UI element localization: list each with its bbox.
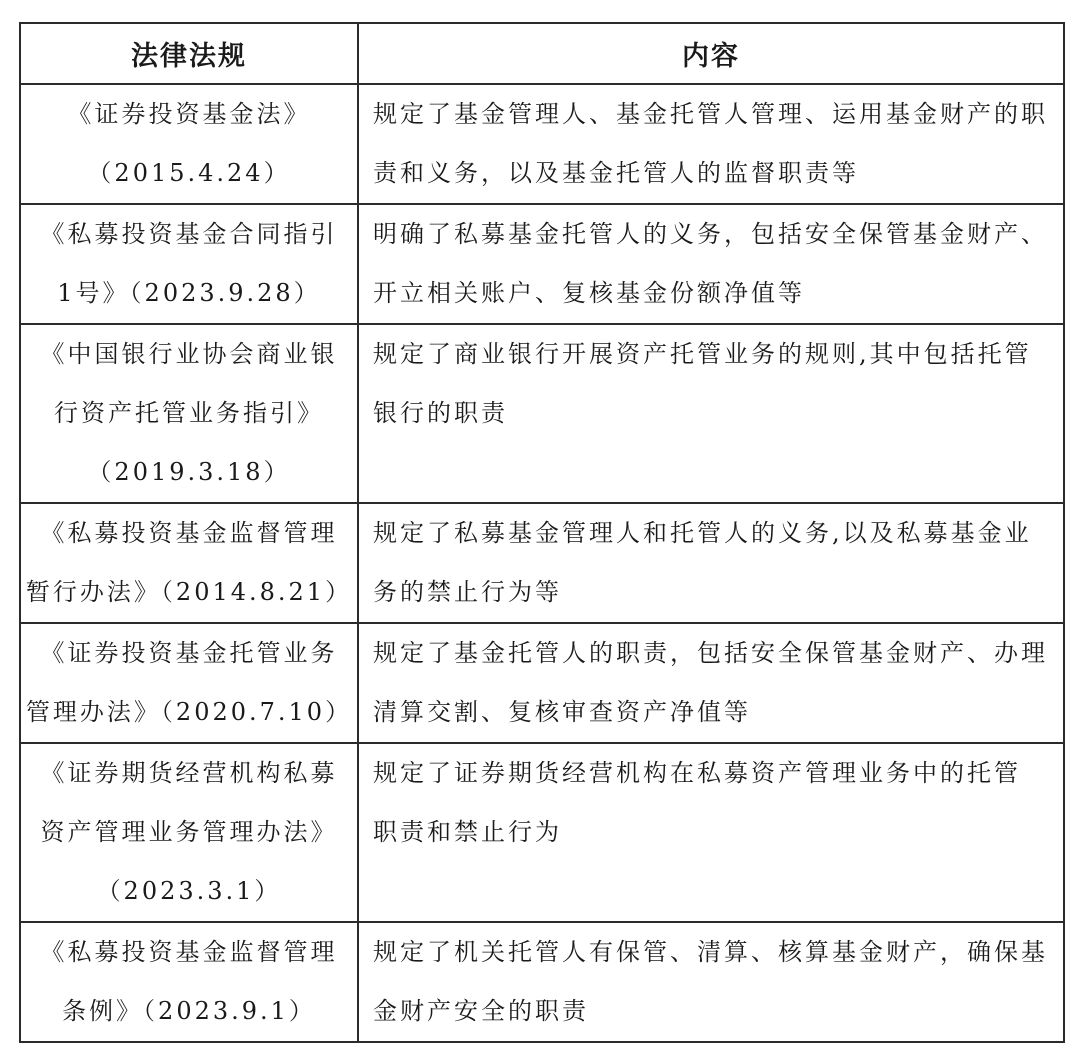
content-line: 规定了私募基金管理人和托管人的义务,以及私募基金业 — [373, 519, 1032, 547]
table-row — [20, 623, 1064, 743]
table-header-row — [20, 23, 1064, 84]
law-name-line: 《私募投资基金监督管理 — [40, 938, 338, 966]
law-cell — [20, 84, 358, 204]
law-name-line: 《中国银行业协会商业银 — [40, 340, 338, 368]
law-name-line: 《证券期货经营机构私募 — [40, 759, 338, 787]
law-name-line: 行资产托管业务指引》 — [54, 399, 324, 427]
table-row — [20, 84, 1064, 204]
law-name-line: 《证券投资基金法》 — [67, 100, 311, 128]
law-name-line: 《私募投资基金监督管理 — [40, 519, 338, 547]
law-cell — [20, 743, 358, 922]
content-line: 规定了机关托管人有保管、清算、核算基金财产，确保基 — [373, 938, 1048, 966]
content-line: 金财产安全的职责 — [373, 997, 589, 1025]
content-line: 明确了私募基金托管人的义务，包括安全保管基金财产、 — [373, 220, 1048, 248]
content-line: 开立相关账户、复核基金份额净值等 — [373, 279, 805, 307]
content-cell — [358, 922, 1064, 1042]
content-cell — [358, 743, 1064, 922]
law-cell — [20, 922, 358, 1042]
law-cell — [20, 623, 358, 743]
content-cell — [358, 623, 1064, 743]
content-line: 责和义务，以及基金托管人的监督职责等 — [373, 159, 859, 187]
content-cell — [358, 324, 1064, 503]
content-line: 务的禁止行为等 — [373, 578, 562, 606]
content-line: 职责和禁止行为 — [373, 818, 562, 846]
law-name-line: 资产管理业务管理办法》 — [40, 818, 338, 846]
law-date-line: 暂行办法》（2014.8.21） — [25, 578, 353, 606]
content-line: 清算交割、复核审查资产净值等 — [373, 698, 751, 726]
content-line: 规定了商业银行开展资产托管业务的规则,其中包括托管 — [373, 340, 1032, 368]
content-cell — [358, 84, 1064, 204]
law-date-line: 1号》（2023.9.28） — [57, 279, 321, 307]
content-line: 规定了基金托管人的职责，包括安全保管基金财产、办理 — [373, 639, 1048, 667]
law-date-line: （2023.3.1） — [96, 877, 282, 905]
table-row — [20, 922, 1064, 1042]
header-law: 法律法规 — [20, 23, 358, 84]
header-content: 内容 — [358, 23, 1064, 84]
regulations-table — [19, 22, 1065, 1043]
content-line: 规定了基金管理人、基金托管人管理、运用基金财产的职 — [373, 100, 1048, 128]
table-row — [20, 743, 1064, 922]
law-date-line: 条例》（2023.9.1） — [62, 997, 316, 1025]
content-cell — [358, 204, 1064, 324]
law-name-line: 《证券投资基金托管业务 — [40, 639, 338, 667]
table-row — [20, 324, 1064, 503]
law-cell — [20, 503, 358, 623]
law-cell — [20, 204, 358, 324]
table-row — [20, 503, 1064, 623]
content-line: 规定了证券期货经营机构在私募资产管理业务中的托管 — [373, 759, 1021, 787]
table-row — [20, 204, 1064, 324]
law-cell — [20, 324, 358, 503]
content-cell — [358, 503, 1064, 623]
content-line: 银行的职责 — [373, 399, 508, 427]
law-date-line: 管理办法》（2020.7.10） — [25, 698, 353, 726]
law-date-line: （2015.4.24） — [87, 159, 291, 187]
law-date-line: （2019.3.18） — [87, 458, 291, 486]
law-name-line: 《私募投资基金合同指引 — [40, 220, 338, 248]
